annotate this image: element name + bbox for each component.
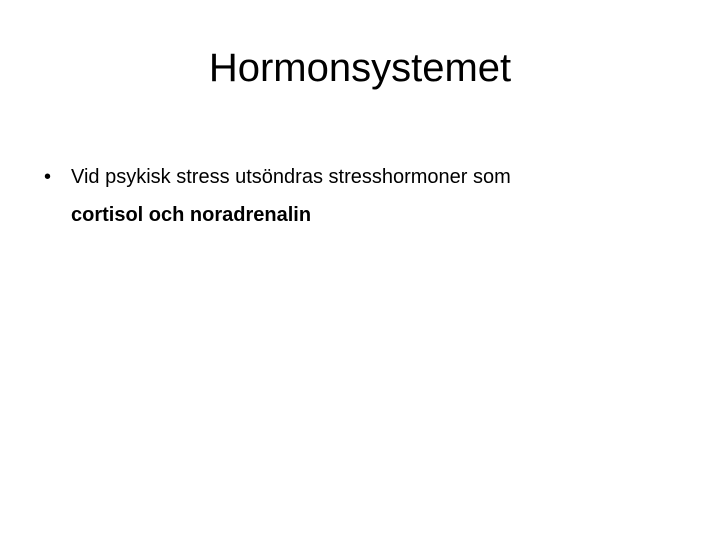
slide-title: Hormonsystemet (208, 46, 512, 90)
bullet-marker: • (44, 166, 52, 188)
bullet-text-line-2: cortisol och noradrenalin (71, 204, 312, 226)
bullet-text-line-1: Vid psykisk stress utsöndras stresshormoner som (71, 166, 511, 188)
bullet-list (44, 158, 684, 234)
bullet-item (44, 158, 684, 234)
